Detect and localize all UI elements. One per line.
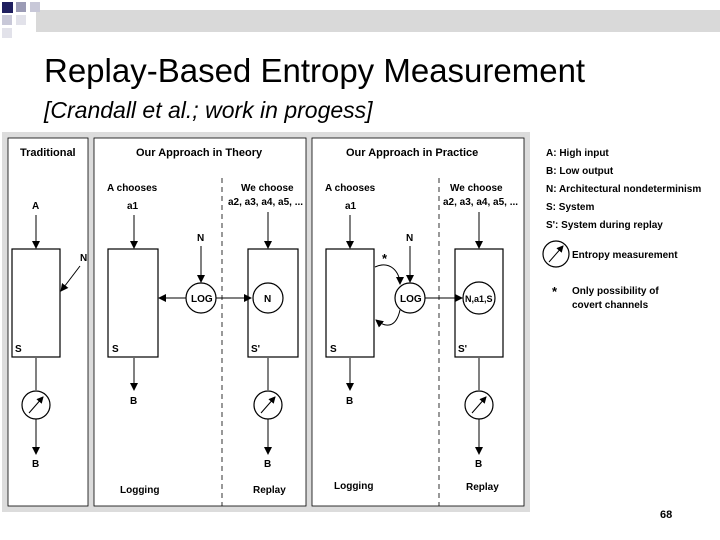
theory-footer-logging: Logging [120, 485, 160, 496]
legend-s-prime: S': System during replay [546, 220, 663, 231]
theory-header: Our Approach in Theory [136, 147, 263, 159]
legend-star-line2: covert channels [572, 300, 649, 311]
traditional-input-label: A [32, 201, 40, 212]
slide-subtitle: [Crandall et al.; work in progess] [44, 97, 373, 123]
practice-output-right: B [475, 459, 483, 470]
traditional-system-box [12, 249, 60, 357]
theory-left-choice: A chooses [107, 183, 158, 194]
practice-system-replay-label: S' [458, 344, 468, 355]
slide-title: Replay-Based Entropy Measurement [44, 52, 586, 89]
legend-b: B: Low output [546, 166, 614, 177]
legend-meter-label: Entropy measurement [572, 250, 678, 261]
practice-replay-inner-label: N,a1,S [465, 294, 493, 304]
theory-right-choice-values: a2, a3, a4, a5, ... [228, 197, 304, 208]
legend-n: N: Architectural nondeterminism [546, 184, 702, 195]
practice-footer-logging: Logging [334, 481, 374, 492]
traditional-header: Traditional [20, 147, 76, 159]
theory-replay-inner-label: N [264, 294, 272, 305]
practice-star: * [382, 251, 388, 266]
practice-right-choice-values: a2, a3, a4, a5, ... [443, 197, 519, 208]
practice-footer-replay: Replay [466, 482, 499, 493]
practice-right-choice: We choose [450, 183, 503, 194]
page-number: 68 [660, 509, 673, 521]
practice-left-choice-value: a1 [345, 201, 357, 212]
theory-nondet-label: N [197, 233, 205, 244]
theory-right-choice: We choose [241, 183, 294, 194]
practice-system-box [326, 249, 374, 357]
entropy-diagram [0, 132, 720, 512]
practice-output-left: B [346, 396, 354, 407]
theory-log-label: LOG [191, 294, 213, 305]
practice-system-label: S [330, 344, 337, 355]
practice-left-choice: A chooses [325, 183, 376, 194]
legend-star-icon: * [552, 284, 558, 299]
slide-corner-decoration [0, 0, 720, 40]
theory-left-choice-value: a1 [127, 201, 139, 212]
theory-system-replay-label: S' [251, 344, 261, 355]
practice-log-label: LOG [400, 294, 422, 305]
theory-output-right: B [264, 459, 272, 470]
legend-s: S: System [546, 202, 595, 213]
practice-nondet-label: N [406, 233, 414, 244]
theory-footer-replay: Replay [253, 485, 286, 496]
practice-header: Our Approach in Practice [346, 147, 479, 159]
traditional-system-label: S [15, 344, 22, 355]
traditional-output-label: B [32, 459, 40, 470]
legend-star-line1: Only possibility of [572, 286, 659, 297]
theory-output-left: B [130, 396, 138, 407]
theory-system-box [108, 249, 158, 357]
traditional-nondet-label: N [80, 253, 88, 264]
theory-system-label: S [112, 344, 119, 355]
legend-a: A: High input [546, 148, 609, 159]
